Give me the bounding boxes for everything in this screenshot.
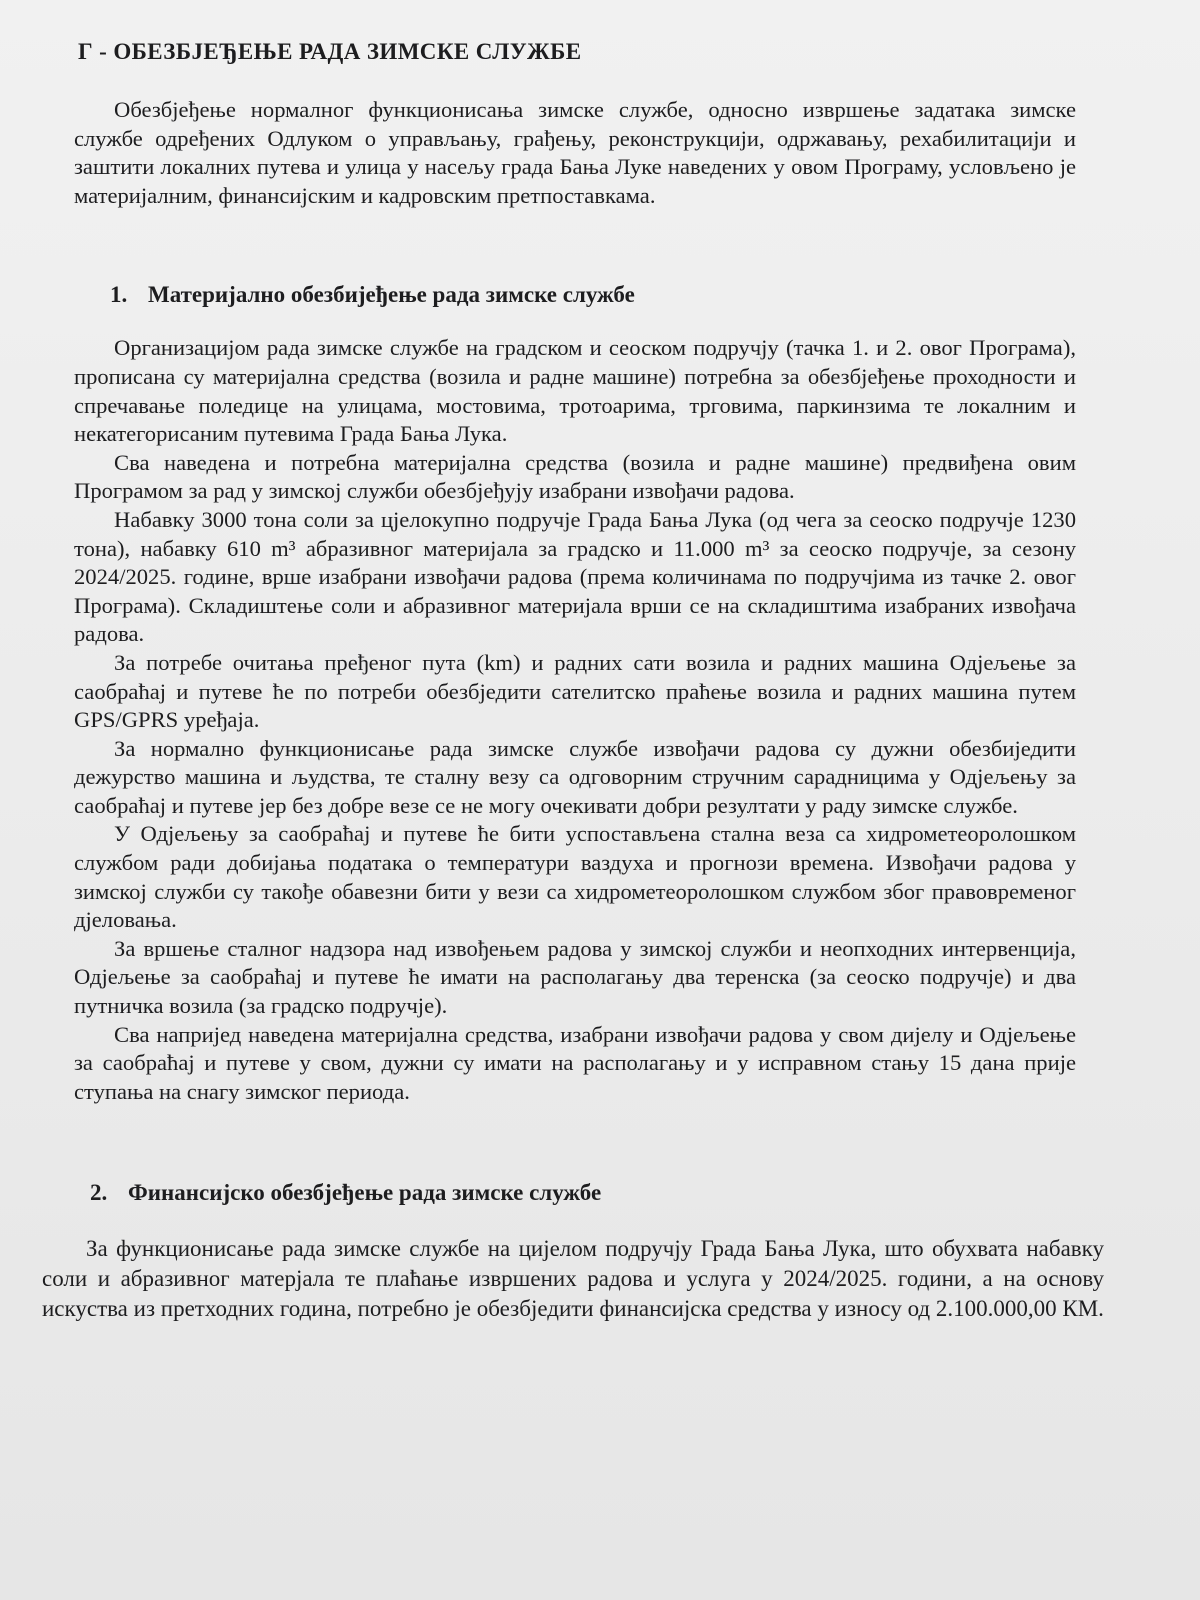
section-1-paragraph: Набавку 3000 тона соли за цјелокупно подручје Града Бања Лука (од чега за сеоско подручје 1230 тона), набавку 610 m³ абразивног материјала за градско и 11.000 m³ за сеоско подручје, за сезону 2024/2025. године, врше изабрани извођачи радова (према количинама по подручјима из тачке 2. овог Програма). Складиштење соли и абразивног материјала врши се на складиштима изабраних извођача радова. xyxy=(74,506,1076,647)
section-2-title: Финансијско обезбјеђење рада зимске службе xyxy=(128,1180,602,1206)
section-1-paragraph: За вршење сталног надзора над извођењем радова у зимској служби и неопходних интервенција, Одјељење за саобраћај и путеве ће имати на располагању два теренска (за сеоско подручје) и два путничка возила (за градско подручје). xyxy=(74,935,1076,1019)
section-1-paragraph: Организацијом рада зимске службе на градском и сеоском подручју (тачка 1. и 2. овог Програма), прописана су материјална средства (возила и радне машине) потребна за обезбјеђење проходности и спречавање поледице на улицама, мостовима, тротоарима, трговима, паркинзима те локалним и некатегорисаним путевима Града Бања Лука. xyxy=(74,335,1076,447)
section-2-paragraph: За функционисање рада зимске службе на цијелом подручју Града Бања Лука, што обухвата набавку соли и абразивног матерјала те плаћање извршених радова и услуга у 2024/2025. години, а на основу искуства из претходних година, потребно је обезбједити финансијска средства у износу од 2.100.000,00 КМ. xyxy=(42,1236,1104,1322)
section-1-title: Материјално обезбијеђење рада зимске службе xyxy=(148,282,635,308)
section-1-body xyxy=(74,334,1076,1106)
section-1-paragraph: За нормално функционисање рада зимске службе извођачи радова су дужни обезбиједити дежурство машина и људства, те сталну везу са одговорним стручним сарадницима у Одјељењу за саобраћај и путеве јер без добре везе се не могу очекивати добри резултати у раду зимске службе. xyxy=(74,735,1076,818)
section-1-paragraph: У Одјељењу за саобраћај и путеве ће бити успостављена стална веза са хидрометеоролошком службом ради добијања података о температури ваздуха и прогнози времена. Извођачи радова у зимској служби су такође обавезни бити у вези са хидрометеоролошком службом због правовременог дјеловања. xyxy=(74,821,1076,933)
section-1-paragraph: Сва наведена и потребна материјална средства (возила и радне машине) предвиђена овим Програмом за рад у зимској служби обезбјеђују изабрани извођачи радова. xyxy=(74,449,1076,504)
section-2-heading xyxy=(90,1178,1076,1208)
section-1-paragraph: За потребе очитања пређеног пута (km) и радних сати возила и радних машина Одјељење за саобраћај и путеве ће по потреби обезбједити сателитско праћење возила и радних машина путем GPS/GPRS уређаја. xyxy=(74,649,1076,733)
section-1-number: 1. xyxy=(110,282,128,308)
section-1-heading xyxy=(110,280,1076,310)
section-1-paragraph: Сва напријед наведена материјална средства, изабрани извођачи радова у свом дијелу и Одјељење за саобраћај и путеве у свом, дужни су имати на располагању и у исправном стању 15 дана прије ступања на снагу зимског периода. xyxy=(74,1021,1076,1104)
document-heading: Г - ОБЕЗБЈЕЂЕЊЕ РАДА ЗИМСКЕ СЛУЖБЕ xyxy=(78,39,582,64)
intro-paragraph: Обезбјеђење нормалног функционисања зимске службе, односно извршење задатака зимске службе одређених Одлуком о управљању, грађењу, реконструкцији, одржавању, рехабилитацији и заштити локалних путева и улица у насељу града Бања Луке наведених у овом Програму, условљено је материјалним, финансијским и кадровским претпоставкама. xyxy=(74,97,1076,208)
section-2-number: 2. xyxy=(90,1180,108,1206)
section-2-body xyxy=(42,1234,1104,1324)
